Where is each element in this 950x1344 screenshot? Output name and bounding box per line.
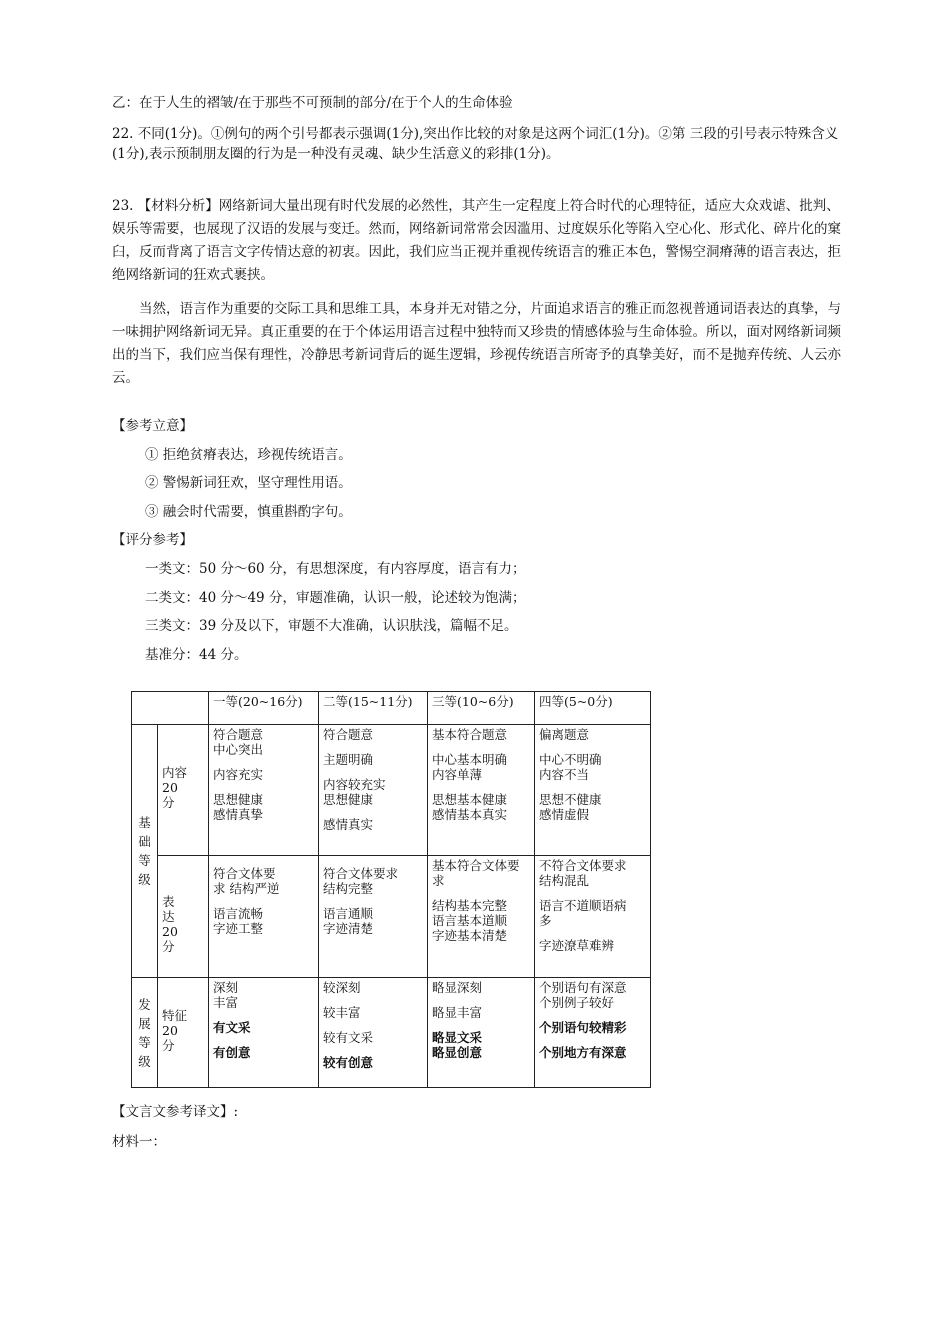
reference-theme-title: 【参考立意】 <box>112 418 193 434</box>
header-grade-3: 三等(10~6分) <box>428 692 535 725</box>
content-grade-2: 符合题意 主题明确 内容较充实 思想健康 感情真实 <box>319 725 428 856</box>
content-grade-4: 偏离题意 中心不明确 内容不当 思想不健康 感情虚假 <box>535 725 651 856</box>
table-row-expression <box>132 856 651 978</box>
feature-grade-3: 略显深刻 略显丰富 略显文采 略显创意 <box>428 978 535 1088</box>
header-empty-cell <box>132 692 209 725</box>
scoring-reference-title: 【评分参考】 <box>112 532 193 548</box>
development-level-label: 发 展 等 级 <box>132 978 158 1088</box>
material-one-label: 材料一： <box>112 1134 166 1150</box>
expression-grade-3: 基本符合文体要 求 结构基本完整 语言基本道顺 字迹基本清楚 <box>428 856 535 978</box>
answer-23: 23. 【材料分析】网络新词大量出现有时代发展的必然性，其产生一定程度上符合时代的心理特征，适应大众戏谑、批判、娱乐等需要，也展现了汉语的发展与变迁。然而，网络新词常常会因滥用、过度娱乐化等陷入空心化、形式化、碎片化的窠臼，反而背离了语言文字传情达意的初衷。因此，我们应当正视并重视传统语言的雅正本色，警惕空洞瘠薄的语言表达，拒绝网络新词的狂欢式裹挟。 <box>112 198 841 283</box>
basic-level-label: 基 础 等 级 <box>132 725 158 978</box>
content-label: 内容 20 分 <box>158 725 209 856</box>
content-grade-1: 符合题意 中心突出 内容充实 思想健康 感情真挚 <box>209 725 319 856</box>
feature-grade-2: 较深刻 较丰富 较有文采 较有创意 <box>319 978 428 1088</box>
expression-grade-2: 符合文体要求 结构完整 语言通顺 字迹清楚 <box>319 856 428 978</box>
scoring-item: 三类文：39 分及以下，审题不大准确，认识肤浅，篇幅不足。 <box>145 618 518 634</box>
scoring-item: 一类文：50 分～60 分，有思想深度，有内容厚度，语言有力； <box>145 561 526 577</box>
header-grade-1: 一等(20~16分) <box>209 692 319 725</box>
table-row-content <box>132 725 651 856</box>
header-grade-2: 二等(15~11分) <box>319 692 428 725</box>
table-row-feature <box>132 978 651 1088</box>
classical-translation-title: 【文言文参考译文】: <box>112 1104 239 1120</box>
feature-grade-1: 深刻 丰富 有文采 有创意 <box>209 978 319 1088</box>
answer-23-paragraph-2: 当然，语言作为重要的交际工具和思维工具，本身并无对错之分，片面追求语言的雅正而忽视普通词语表达的真挚，与一味拥护网络新词无异。真正重要的在于个体运用语言过程中独特而又珍贵的情感体验与生命体验。所以，面对网络新词频出的当下，我们应当保有理性，冷静思考新词背后的诞生逻辑，珍视传统语言所寄予的真挚美好，而不是抛弃传统、人云亦云。 <box>112 301 841 386</box>
answer-yi: 乙：在于人生的褶皱/在于那些不可预制的部分/在于个人的生命体验 <box>112 95 513 111</box>
reference-theme-item: ① 拒绝贫瘠表达，珍视传统语言。 <box>145 447 352 463</box>
reference-theme-item: ② 警惕新词狂欢，坚守理性用语。 <box>145 475 352 491</box>
scoring-item: 基准分：44 分。 <box>145 647 248 663</box>
answer-22: 22. 不同(1分)。①例句的两个引号都表示强调(1分),突出作比较的对象是这两个词汇(1分)。②第 三段的引号表示特殊含义(1分),表示预制朋友圈的行为是一种没有灵魂、缺少生活意义的彩排(1分)。 <box>112 126 839 162</box>
reference-theme-item: ③ 融会时代需要，慎重斟酌字句。 <box>145 504 352 520</box>
expression-label: 表 达 20 分 <box>158 856 209 978</box>
expression-grade-1: 符合文体要 求 结构严逆 语言流畅 字迹工整 <box>209 856 319 978</box>
header-grade-4: 四等(5~0分) <box>535 692 651 725</box>
scoring-rubric-table <box>131 691 651 1088</box>
feature-grade-4: 个别语句有深意 个别例子较好 个别语句较精彩 个别地方有深意 <box>535 978 651 1088</box>
content-grade-3: 基本符合题意 中心基本明确 内容单薄 思想基本健康 感情基本真实 <box>428 725 535 856</box>
table-header-row <box>132 692 651 725</box>
feature-label: 特征 20 分 <box>158 978 209 1088</box>
scoring-item: 二类文：40 分～49 分，审题准确，认识一般，论述较为饱满； <box>145 590 526 606</box>
expression-grade-4: 不符合文体要求 结构混乱 语言不道顺语病 多 字迹潦草难辨 <box>535 856 651 978</box>
